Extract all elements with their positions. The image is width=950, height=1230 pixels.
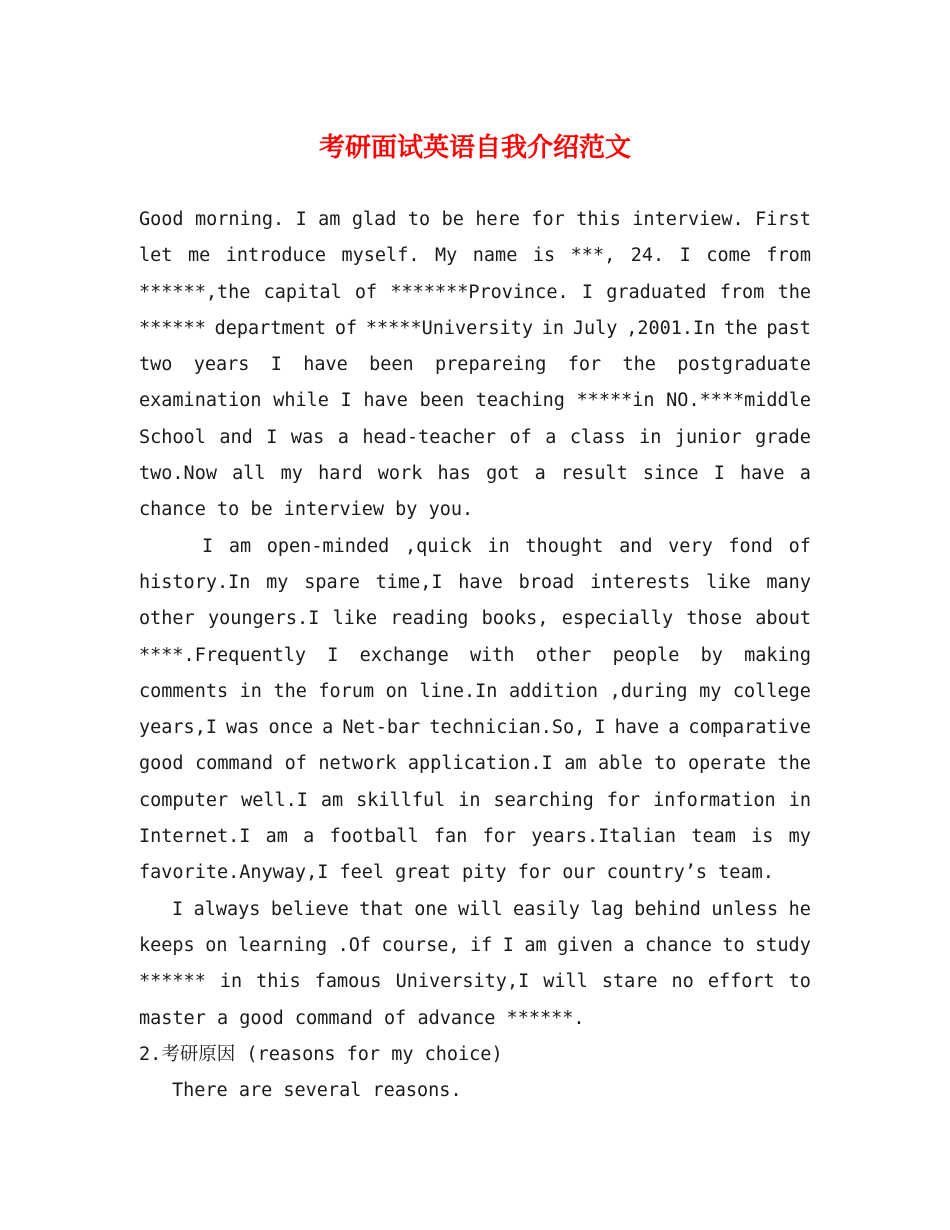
- text-line: [139, 238, 811, 274]
- word: for: [482, 826, 517, 848]
- word: am: [320, 789, 344, 811]
- word: I: [502, 934, 514, 956]
- word: if: [469, 934, 493, 956]
- word: from: [719, 281, 765, 303]
- word: I: [266, 426, 278, 448]
- word: ****.Frequently: [139, 644, 307, 666]
- word: of: [788, 535, 811, 557]
- word: this: [256, 971, 301, 993]
- word: learning: [237, 934, 328, 956]
- word: to: [407, 209, 431, 230]
- word: a: [303, 826, 315, 848]
- word: of: [284, 753, 307, 775]
- word: in: [541, 317, 565, 339]
- text-line: [139, 819, 811, 855]
- word: open-minded: [266, 535, 390, 557]
- word: behind: [634, 898, 701, 920]
- word: since: [642, 463, 699, 485]
- word: to: [722, 934, 745, 956]
- word: is: [751, 826, 774, 848]
- word: a: [545, 426, 557, 448]
- word: command: [195, 753, 274, 775]
- text-line: [139, 529, 811, 565]
- word: spare: [304, 571, 360, 593]
- word: unless: [711, 898, 779, 920]
- text-line: favorite.Anyway,I feel great pity for our country’s team.: [139, 862, 774, 884]
- word: comments: [139, 680, 229, 702]
- word: examination: [139, 390, 262, 412]
- word: graduated: [606, 281, 707, 303]
- word: the: [724, 317, 758, 339]
- word: to: [654, 753, 677, 775]
- word: My: [434, 245, 458, 267]
- word: for: [567, 354, 602, 376]
- word: the: [622, 354, 656, 376]
- word: searching: [493, 789, 594, 811]
- word: name: [472, 245, 518, 267]
- word: keeps: [139, 934, 195, 956]
- word: fond: [728, 535, 773, 557]
- word: addition: [508, 680, 599, 702]
- text-line: [139, 275, 811, 311]
- word: other: [139, 608, 195, 630]
- word: been: [419, 390, 465, 412]
- word: prepareing: [435, 354, 547, 376]
- word: I: [581, 281, 593, 303]
- word: postgraduate: [677, 354, 811, 376]
- word: my: [266, 571, 289, 593]
- word: a: [322, 717, 334, 739]
- word: reading: [390, 608, 469, 630]
- word: my: [280, 463, 303, 485]
- word: broad: [518, 571, 575, 593]
- word: famous: [314, 971, 382, 993]
- word: thought: [525, 535, 604, 557]
- word: college: [732, 680, 811, 702]
- word: of: [354, 281, 378, 303]
- word: was: [226, 717, 260, 739]
- word: in: [487, 535, 510, 557]
- word: good: [139, 753, 184, 775]
- word: ***,: [570, 245, 616, 267]
- text-line: [139, 347, 811, 383]
- word: of: [509, 426, 532, 448]
- word: youngers.I: [207, 608, 320, 630]
- word: been: [369, 354, 414, 376]
- word: information: [653, 789, 776, 811]
- text-line: [139, 674, 811, 710]
- word: I: [270, 354, 282, 376]
- word: that: [359, 898, 404, 920]
- word: I: [679, 245, 691, 267]
- word: easily: [513, 898, 580, 920]
- text-line: [139, 601, 811, 637]
- word: on: [385, 680, 408, 702]
- word: for: [531, 209, 565, 230]
- word: effort: [707, 971, 775, 993]
- word: about: [755, 608, 811, 630]
- word: *****University: [365, 317, 533, 339]
- word: comparative: [688, 717, 811, 739]
- word: ******,the: [139, 281, 251, 303]
- word: skillful: [356, 789, 446, 811]
- text-line: master a good command of advance ******.: [139, 1007, 585, 1029]
- word: result: [560, 463, 628, 485]
- word: I: [594, 717, 606, 739]
- word: while: [273, 390, 329, 412]
- word: Good: [139, 209, 184, 230]
- word: those: [686, 608, 743, 630]
- text-line: 2.考研原因 (reasons for my choice): [139, 1043, 503, 1065]
- word: Net-bar: [342, 717, 421, 739]
- word: lag: [590, 898, 624, 920]
- word: glad: [351, 209, 397, 230]
- word: the: [777, 753, 811, 775]
- word: to: [788, 971, 811, 993]
- word: by: [700, 644, 723, 666]
- text-line: [139, 311, 811, 347]
- word: study: [755, 934, 811, 956]
- word: class: [569, 426, 626, 448]
- word: exchange: [359, 644, 449, 666]
- word: will: [543, 971, 588, 993]
- word: once: [268, 717, 314, 739]
- word: two.Now: [139, 463, 217, 485]
- word: course,: [381, 934, 460, 956]
- word: here: [475, 209, 520, 230]
- word: will: [458, 898, 503, 920]
- word: football: [329, 826, 419, 848]
- word: Internet.I: [139, 826, 251, 848]
- word: let: [139, 245, 173, 267]
- word: NO.****middle: [666, 390, 811, 412]
- word: University,I: [395, 971, 530, 993]
- word: history.In: [139, 571, 251, 593]
- word: a: [337, 426, 349, 448]
- word: a: [623, 934, 635, 956]
- word: me: [187, 245, 211, 267]
- word: in: [458, 789, 481, 811]
- text-line: [139, 638, 811, 674]
- word: my: [788, 826, 811, 848]
- text-line: [139, 746, 811, 782]
- word: on: [205, 934, 228, 956]
- word: ,during: [609, 680, 688, 702]
- word: all: [232, 463, 266, 485]
- word: have: [458, 571, 503, 593]
- word: like: [332, 608, 378, 630]
- word: of: [334, 317, 358, 339]
- word: people: [612, 644, 680, 666]
- text-line: [139, 202, 811, 238]
- word: ,quick: [404, 535, 472, 557]
- word: am: [564, 753, 587, 775]
- word: junior: [674, 426, 742, 448]
- word: have: [614, 717, 660, 739]
- word: like: [706, 571, 751, 593]
- word: interview.: [632, 209, 744, 230]
- word: from: [766, 245, 811, 267]
- word: ******: [139, 971, 206, 993]
- text-line: [139, 565, 811, 601]
- word: and: [219, 426, 253, 448]
- word: years.Italian: [531, 826, 677, 848]
- word: especially: [561, 608, 674, 630]
- word: forum: [318, 680, 375, 702]
- word: a: [534, 463, 546, 485]
- text-line: [139, 892, 811, 928]
- word: I: [713, 463, 725, 485]
- word: am: [228, 535, 252, 557]
- word: he: [788, 898, 811, 920]
- word: department: [214, 317, 327, 339]
- word: I: [295, 209, 307, 230]
- word: a: [799, 463, 811, 485]
- text-line: [139, 964, 811, 1000]
- word: a: [668, 717, 680, 739]
- word: many: [766, 571, 811, 593]
- word: with: [469, 644, 515, 666]
- word: be: [441, 209, 464, 230]
- word: operate: [687, 753, 766, 775]
- word: *****in: [576, 390, 655, 412]
- word: one: [414, 898, 448, 920]
- word: and: [619, 535, 653, 557]
- word: years,I: [139, 717, 217, 739]
- word: in: [219, 971, 243, 993]
- word: the: [273, 680, 307, 702]
- word: in: [788, 789, 811, 811]
- text-line: [139, 928, 811, 964]
- word: I: [340, 390, 352, 412]
- text-line: [139, 420, 811, 456]
- word: in: [639, 426, 662, 448]
- word: teaching: [475, 390, 565, 412]
- word: capital: [263, 281, 342, 303]
- text-line: chance to be interview by you.: [139, 499, 474, 521]
- word: stare: [601, 971, 658, 993]
- word: am: [524, 934, 547, 956]
- document-body: [139, 202, 811, 1109]
- word: this: [576, 209, 621, 230]
- word: well.I: [241, 789, 308, 811]
- document-title: 考研面试英语自我介绍范文: [318, 133, 631, 163]
- word: past: [766, 317, 811, 339]
- word: morning.: [195, 209, 285, 230]
- word: myself.: [341, 245, 420, 267]
- word: years: [193, 354, 250, 376]
- text-line: [139, 456, 811, 492]
- word: interests: [590, 571, 691, 593]
- word: First: [755, 209, 811, 230]
- text-line: [139, 383, 811, 419]
- word: ******: [139, 317, 206, 339]
- word: making: [744, 644, 811, 666]
- word: work: [377, 463, 423, 485]
- word: line.In: [419, 680, 498, 702]
- word: team: [691, 826, 736, 848]
- word: is: [532, 245, 556, 267]
- word: application.I: [407, 753, 553, 775]
- word: the: [777, 281, 811, 303]
- word: in: [239, 680, 262, 702]
- word: two: [139, 354, 173, 376]
- word: I: [172, 898, 184, 920]
- word: I: [202, 535, 214, 557]
- word: no: [671, 971, 694, 993]
- word: chance: [645, 934, 712, 956]
- word: believe: [270, 898, 349, 920]
- word: books,: [481, 608, 549, 630]
- word: given: [557, 934, 613, 956]
- word: for: [606, 789, 641, 811]
- word: have: [363, 390, 408, 412]
- word: 24.: [630, 245, 665, 267]
- word: was: [290, 426, 325, 448]
- word: hard: [318, 463, 363, 485]
- word: introduce: [225, 245, 326, 267]
- word: I: [327, 644, 339, 666]
- text-line: [139, 783, 811, 819]
- word: technician.So,: [429, 717, 586, 739]
- word: fan: [433, 826, 468, 848]
- text-line: There are several reasons.: [172, 1080, 462, 1102]
- text-line: [139, 710, 811, 746]
- word: have: [740, 463, 785, 485]
- word: School: [139, 426, 206, 448]
- word: got: [486, 463, 520, 485]
- word: able: [598, 753, 643, 775]
- word: my: [699, 680, 722, 702]
- word: am: [318, 209, 341, 230]
- word: am: [265, 826, 288, 848]
- word: network: [318, 753, 397, 775]
- word: grade: [755, 426, 811, 448]
- word: have: [303, 354, 348, 376]
- word: ,2001.In: [626, 317, 716, 339]
- word: *******Province.: [390, 281, 569, 303]
- word: has: [437, 463, 471, 485]
- word: computer: [139, 789, 229, 811]
- word: .Of: [337, 934, 372, 956]
- word: very: [668, 535, 713, 557]
- word: other: [535, 644, 592, 666]
- word: time,I: [375, 571, 443, 593]
- word: head-teacher: [362, 426, 497, 448]
- word: come: [706, 245, 751, 267]
- word: July: [572, 317, 618, 339]
- word: always: [193, 898, 261, 920]
